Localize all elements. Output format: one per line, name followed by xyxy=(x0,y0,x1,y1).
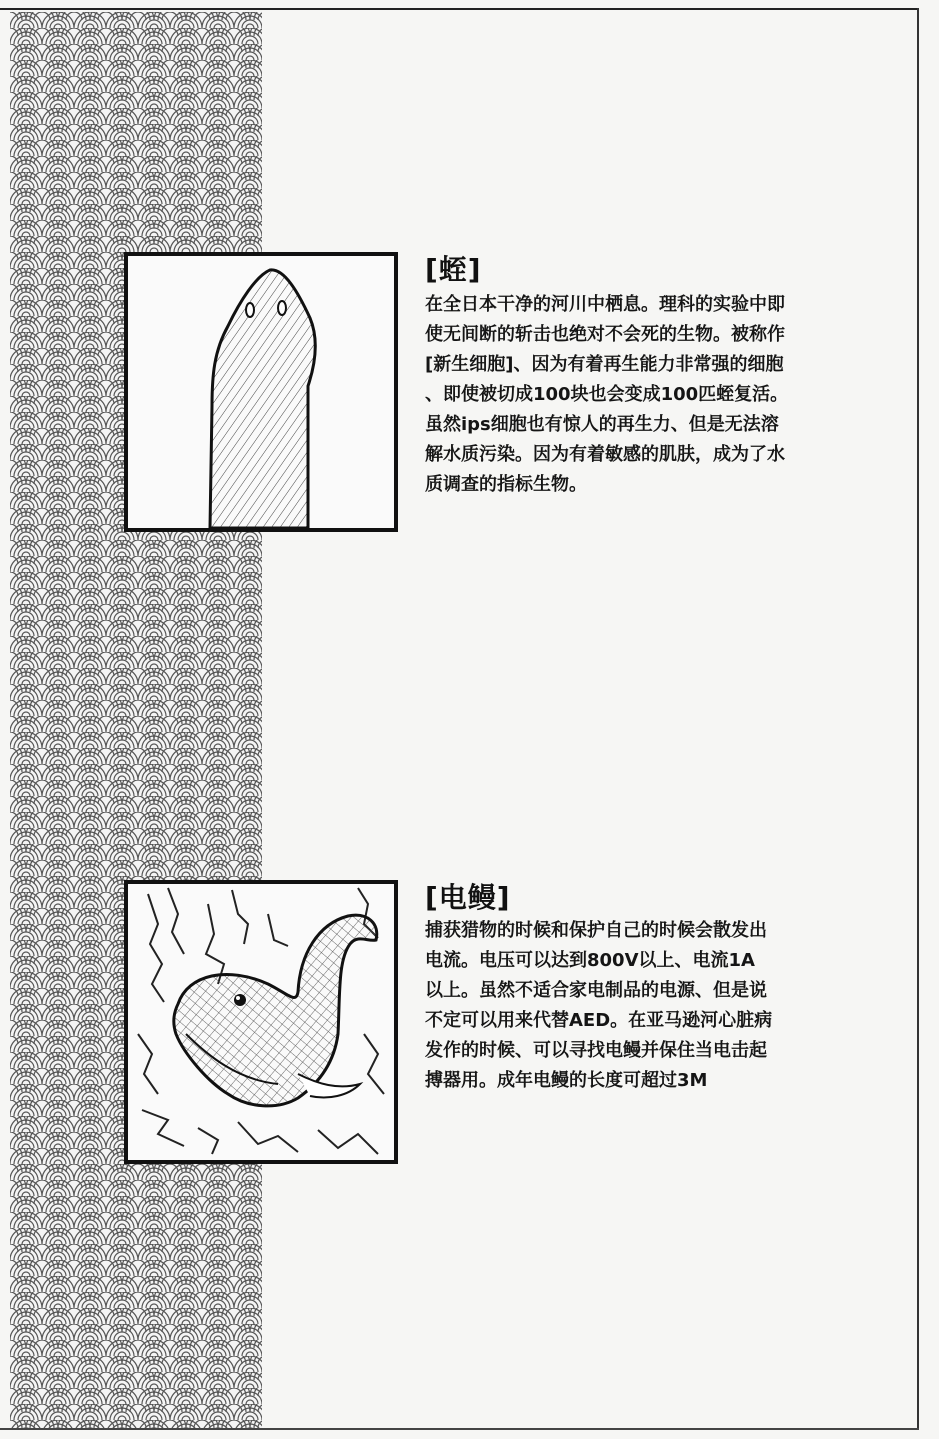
leech-title: [蛭] xyxy=(425,253,482,286)
leech-description: 在全日本干净的河川中栖息。理科的实验中即 使无间断的斩击也绝对不会死的生物。被称作 [新生细胞]、因为有着再生能力非常强的细胞 、即使被切成100块也会变成100匹蛭复活。 虽然ips细胞也有惊人的再生力、但是无法溶 解水质污染。因为有着敏感的肌肤，成为了水 质调查的指标生物。 xyxy=(425,294,789,495)
electric-eel-title: [电鳗] xyxy=(425,881,511,914)
electric-eel-illustration-panel xyxy=(124,880,398,1164)
electric-eel-description: 捕获猎物的时候和保护自己的时候会散发出 电流。电压可以达到800V以上、电流1A 以上。虽然不适合家电制品的电源、但是说 不定可以用来代替AED。在亚马逊河心脏病 发作的时候、可以寻找电鳗并保住当电击起 搏器用。成年电鳗的长度可超过3M xyxy=(425,920,773,1091)
right-border xyxy=(917,8,919,1428)
electric-eel-drawing xyxy=(128,884,394,1160)
leech-drawing xyxy=(128,256,394,528)
wave-pattern-strip xyxy=(10,12,262,1428)
top-border xyxy=(0,8,918,10)
bottom-border xyxy=(0,1428,919,1430)
leech-illustration-panel xyxy=(124,252,398,532)
